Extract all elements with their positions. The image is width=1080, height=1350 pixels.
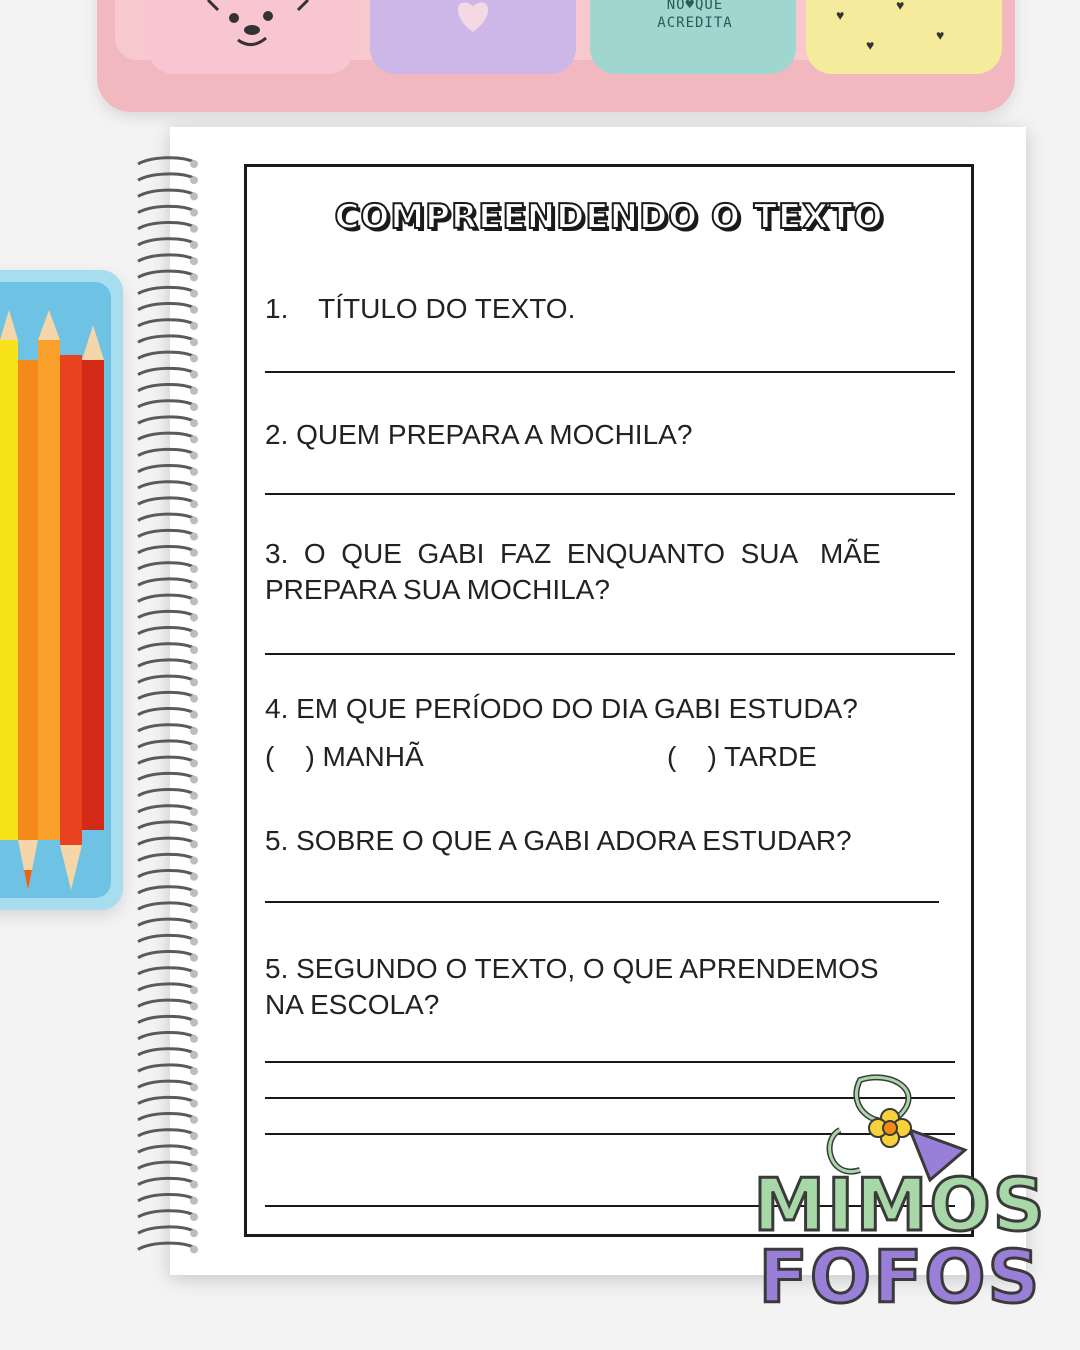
spiral-hole — [190, 1067, 198, 1075]
spiral-ring — [138, 547, 194, 553]
question-3 — [265, 536, 971, 608]
spiral-ring — [138, 255, 194, 261]
red-pencil — [60, 355, 82, 845]
spiral-ring — [138, 433, 194, 439]
spiral-hole — [190, 452, 198, 460]
spiral-ring — [138, 887, 194, 893]
teal-cup — [590, 0, 796, 74]
option-tarde[interactable]: ( ) TARDE — [667, 741, 817, 772]
answer-line[interactable] — [265, 653, 955, 655]
spiral-hole — [190, 322, 198, 330]
spiral-ring — [138, 935, 194, 941]
svg-text:♥: ♥ — [866, 37, 875, 53]
spiral-ring — [138, 368, 194, 374]
question-1-number: 1. — [265, 293, 289, 324]
spiral-hole — [190, 889, 198, 897]
spiral-hole — [190, 1116, 198, 1124]
spiral-ring — [138, 968, 194, 974]
spiral-ring — [138, 725, 194, 731]
spiral-hole — [190, 565, 198, 573]
spiral-ring — [138, 854, 194, 860]
spiral-ring — [138, 239, 194, 245]
spiral-binding — [132, 150, 202, 1260]
question-3-line2: PREPARA SUA MOCHILA? — [265, 574, 610, 605]
worksheet-title: COMPREENDENDO O TEXTO — [334, 197, 884, 237]
spiral-hole — [190, 808, 198, 816]
spiral-hole — [190, 338, 198, 346]
spiral-ring — [138, 1114, 194, 1120]
spiral-ring — [138, 822, 194, 828]
question-6 — [265, 951, 879, 1023]
spiral-ring — [138, 806, 194, 812]
spiral-ring — [138, 1033, 194, 1039]
spiral-ring — [138, 595, 194, 601]
spiral-ring — [138, 514, 194, 520]
spiral-ring — [138, 984, 194, 990]
spiral-hole — [190, 549, 198, 557]
spiral-hole — [190, 759, 198, 767]
spiral-hole — [190, 597, 198, 605]
spiral-hole — [190, 1051, 198, 1059]
spiral-ring — [138, 1227, 194, 1233]
spiral-ring — [138, 401, 194, 407]
spiral-hole — [190, 1245, 198, 1253]
spiral-hole — [190, 403, 198, 411]
spiral-hole — [190, 354, 198, 362]
spiral-ring — [138, 644, 194, 650]
spiral-hole — [190, 500, 198, 508]
spiral-ring — [138, 1049, 194, 1055]
spiral-ring — [138, 773, 194, 779]
svg-text:♥: ♥ — [936, 27, 945, 43]
spiral-ring — [138, 417, 194, 423]
spiral-ring — [138, 530, 194, 536]
yellow-pencil — [0, 340, 18, 840]
logo-fofos: FOFOS — [758, 1235, 1042, 1319]
purple-cup — [370, 0, 576, 74]
spiral-hole — [190, 371, 198, 379]
answer-line[interactable] — [265, 1061, 955, 1063]
dark-red-pencil — [82, 360, 104, 830]
spiral-hole — [190, 290, 198, 298]
spiral-hole — [190, 986, 198, 994]
question-1 — [265, 291, 575, 327]
spiral-hole — [190, 792, 198, 800]
spiral-ring — [138, 952, 194, 958]
spiral-ring — [138, 287, 194, 293]
spiral-ring — [138, 190, 194, 196]
question-6-line1: 5. SEGUNDO O TEXTO, O QUE APRENDEMOS — [265, 953, 879, 984]
spiral-ring — [138, 1195, 194, 1201]
spiral-hole — [190, 387, 198, 395]
spiral-ring — [138, 158, 194, 164]
spiral-ring — [138, 903, 194, 909]
spiral-hole — [190, 1019, 198, 1027]
spiral-ring — [138, 838, 194, 844]
option-manha[interactable]: ( ) MANHÃ — [265, 741, 424, 772]
spiral-ring — [138, 1081, 194, 1087]
spiral-ring — [138, 223, 194, 229]
spiral-hole — [190, 857, 198, 865]
spiral-hole — [190, 1083, 198, 1091]
light-orange-pencil — [38, 340, 60, 840]
spiral-hole — [190, 1213, 198, 1221]
spiral-hole — [190, 711, 198, 719]
bear-face-icon — [148, 0, 354, 74]
spiral-hole — [190, 840, 198, 848]
spiral-hole — [190, 873, 198, 881]
spiral-hole — [190, 614, 198, 622]
spiral-ring — [138, 352, 194, 358]
spiral-hole — [190, 516, 198, 524]
spiral-hole — [190, 678, 198, 686]
spiral-hole — [190, 209, 198, 217]
spiral-ring — [138, 611, 194, 617]
spiral-hole — [190, 695, 198, 703]
spiral-ring — [138, 498, 194, 504]
spiral-hole — [190, 662, 198, 670]
spiral-hole — [190, 241, 198, 249]
spiral-ring — [138, 1162, 194, 1168]
spiral-ring — [138, 871, 194, 877]
spiral-ring — [138, 1130, 194, 1136]
flower-icon — [869, 1109, 911, 1147]
spiral-hole — [190, 727, 198, 735]
spiral-ring — [138, 206, 194, 212]
spiral-hole — [190, 1002, 198, 1010]
heart-icon — [370, 0, 576, 74]
spiral-hole — [190, 419, 198, 427]
spiral-ring — [138, 385, 194, 391]
spiral-hole — [190, 630, 198, 638]
spiral-hole — [190, 646, 198, 654]
spiral-ring — [138, 628, 194, 634]
spiral-hole — [190, 938, 198, 946]
svg-text:♥: ♥ — [896, 0, 905, 13]
cup-slogan — [640, 0, 750, 32]
spiral-ring — [138, 320, 194, 326]
spiral-hole — [190, 921, 198, 929]
logo-mimos: MIMOS — [753, 1163, 1047, 1247]
answer-line[interactable] — [265, 371, 955, 373]
spiral-hole — [190, 1132, 198, 1140]
spiral-hole — [190, 468, 198, 476]
spiral-ring — [138, 660, 194, 666]
spiral-ring — [138, 174, 194, 180]
spiral-ring — [138, 741, 194, 747]
spiral-hole — [190, 1148, 198, 1156]
spiral-ring — [138, 1211, 194, 1217]
question-4: 4. EM QUE PERÍODO DO DIA GABI ESTUDA? — [265, 693, 858, 724]
spiral-hole — [190, 581, 198, 589]
spiral-hole — [190, 1164, 198, 1172]
spiral-hole — [190, 192, 198, 200]
orange-pencil — [18, 360, 38, 840]
spiral-ring — [138, 336, 194, 342]
spiral-ring — [138, 1178, 194, 1184]
spiral-ring — [138, 709, 194, 715]
spiral-ring — [138, 271, 194, 277]
question-2: 2. QUEM PREPARA A MOCHILA? — [265, 419, 693, 450]
spiral-hole — [190, 1229, 198, 1237]
small-hearts-icon — [806, 0, 1002, 74]
spiral-hole — [190, 160, 198, 168]
spiral-ring — [138, 1016, 194, 1022]
spiral-hole — [190, 306, 198, 314]
spiral-ring — [138, 1097, 194, 1103]
spiral-ring — [138, 482, 194, 488]
spiral-hole — [190, 1035, 198, 1043]
question-1-text: TÍTULO DO TEXTO. — [318, 293, 576, 324]
spiral-ring — [138, 563, 194, 569]
question-5: 5. SOBRE O QUE A GABI ADORA ESTUDAR? — [265, 825, 852, 856]
spiral-ring — [138, 790, 194, 796]
spiral-ring — [138, 1065, 194, 1071]
spiral-hole — [190, 1181, 198, 1189]
spiral-ring — [138, 692, 194, 698]
svg-text:♥: ♥ — [836, 7, 845, 23]
spiral-hole — [190, 776, 198, 784]
mimos-fofos-logo — [750, 1070, 1050, 1320]
spiral-hole — [190, 905, 198, 913]
spiral-hole — [190, 273, 198, 281]
spiral-ring — [138, 1243, 194, 1249]
spiral-hole — [190, 176, 198, 184]
spiral-ring — [138, 1000, 194, 1006]
question-6-line2: NA ESCOLA? — [265, 989, 440, 1020]
spiral-ring — [138, 304, 194, 310]
spiral-hole — [190, 533, 198, 541]
spiral-ring — [138, 449, 194, 455]
spiral-hole — [190, 257, 198, 265]
spiral-hole — [190, 824, 198, 832]
answer-line[interactable] — [265, 901, 939, 903]
pink-cup — [148, 0, 354, 74]
yellow-cup — [806, 0, 1002, 74]
cup-slogan-line1: NO♥QUE — [666, 0, 724, 13]
question-3-line1: 3. O QUE GABI FAZ ENQUANTO SUA MÃE — [265, 538, 881, 569]
spiral-hole — [190, 1197, 198, 1205]
spiral-ring — [138, 919, 194, 925]
answer-line[interactable] — [265, 493, 955, 495]
colored-pencils — [0, 300, 120, 900]
spiral-hole — [190, 970, 198, 978]
spiral-hole — [190, 954, 198, 962]
cup-slogan-line2: ACREDITA — [657, 15, 733, 31]
spiral-hole — [190, 1100, 198, 1108]
spiral-hole — [190, 743, 198, 751]
spiral-ring — [138, 757, 194, 763]
spiral-hole — [190, 435, 198, 443]
spiral-hole — [190, 484, 198, 492]
spiral-ring — [138, 579, 194, 585]
spiral-hole — [190, 225, 198, 233]
spiral-ring — [138, 1146, 194, 1152]
spiral-ring — [138, 466, 194, 472]
spiral-ring — [138, 676, 194, 682]
